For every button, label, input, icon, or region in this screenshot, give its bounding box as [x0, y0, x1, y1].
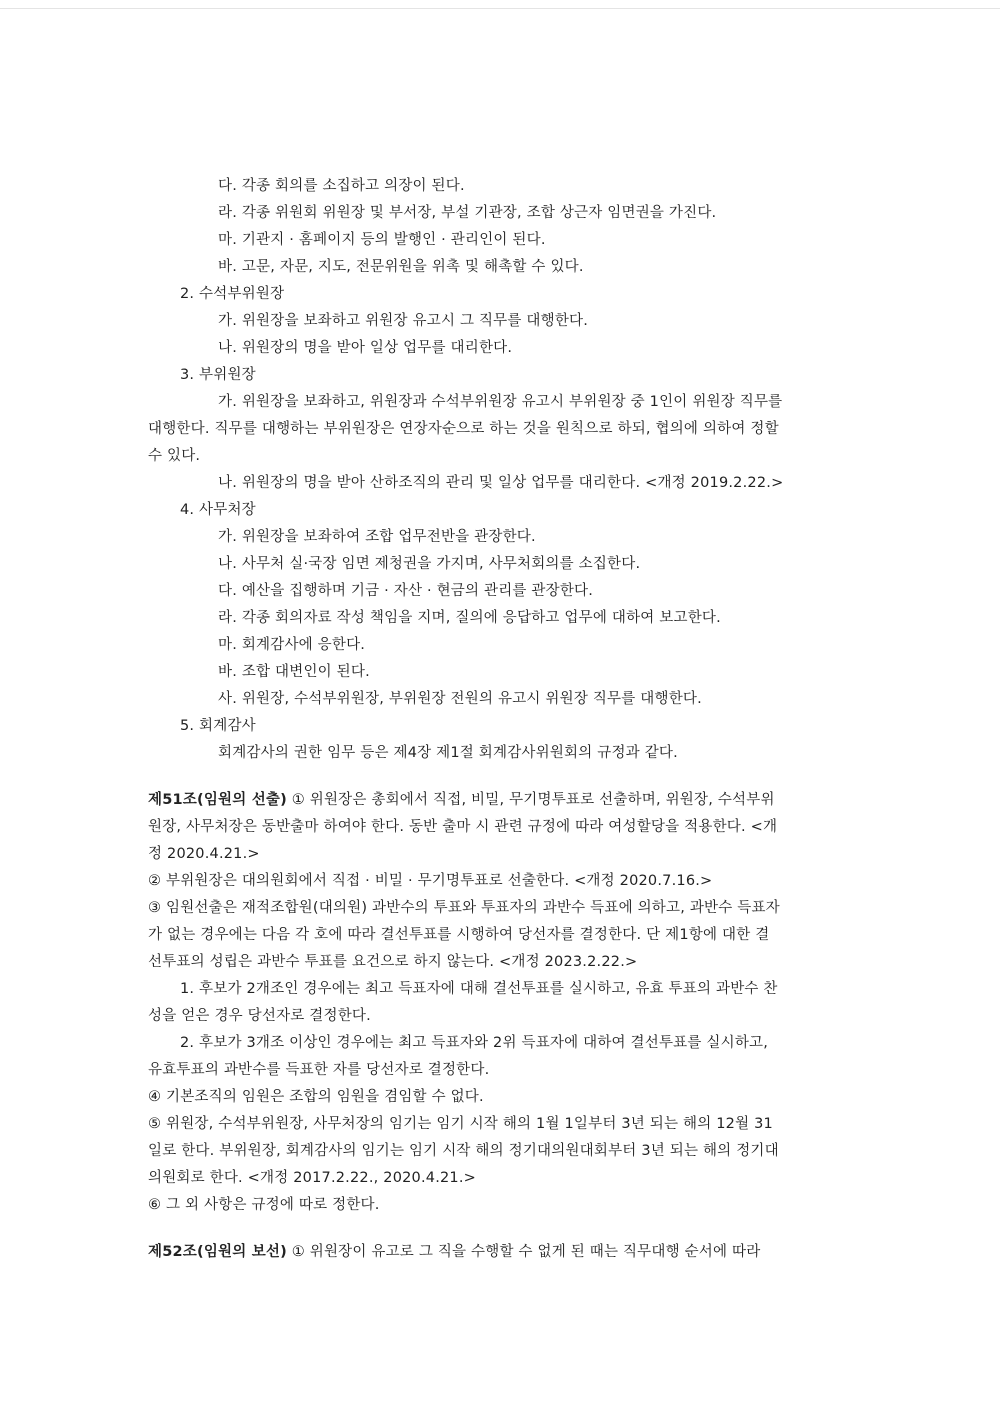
section-heading: 2. 수석부위원장 — [180, 286, 285, 302]
list-item: 가. 위원장을 보좌하여 조합 업무전반을 관장한다. — [218, 529, 536, 545]
text-line: ⑥ 그 외 사항은 규정에 따로 정한다. — [148, 1197, 380, 1213]
list-item: 바. 고문, 자문, 지도, 전문위원을 위촉 및 해촉할 수 있다. — [218, 259, 584, 275]
text-line: 성을 얻은 경우 당선자로 결정한다. — [148, 1008, 371, 1024]
list-item: 가. 위원장을 보좌하고, 위원장과 수석부위원장 유고시 부위원장 중 1인이 위원장 직무를 — [218, 394, 783, 410]
page-top-edge — [0, 8, 1000, 9]
list-item: 회계감사의 권한 임무 등은 제4장 제1절 회계감사위원회의 규정과 같다. — [218, 745, 678, 761]
text-line: 일로 한다. 부위원장, 회계감사의 임기는 임기 시작 해의 정기대의원대회부터 3년 되는 해의 정기대 — [148, 1143, 779, 1159]
list-item: 사. 위원장, 수석부위원장, 부위원장 전원의 유고시 위원장 직무를 대행한다. — [218, 691, 702, 707]
text-line: 의원회로 한다. <개정 2017.2.22., 2020.4.21.> — [148, 1170, 477, 1186]
list-item: 나. 위원장의 명을 받아 일상 업무를 대리한다. — [218, 340, 513, 356]
article-50-continuation — [148, 173, 860, 767]
text-line: 가 없는 경우에는 다음 각 호에 따라 결선투표를 시행하여 당선자를 결정한다. 단 제1항에 대한 결 — [148, 927, 770, 943]
article-52 — [148, 1239, 860, 1266]
text-line: ⑤ 위원장, 수석부위원장, 사무처장의 임기는 임기 시작 해의 1월 1일부터 3년 되는 해의 12월 31 — [148, 1116, 773, 1132]
text-line: 수 있다. — [148, 448, 201, 464]
list-item: 2. 후보가 3개조 이상인 경우에는 최고 득표자와 2위 득표자에 대하여 결선투표를 실시하고, — [180, 1035, 769, 1051]
list-item: 라. 각종 위원회 위원장 및 부서장, 부설 기관장, 조합 상근자 임면권을 가진다. — [218, 205, 717, 221]
paragraph-gap — [148, 767, 860, 787]
list-item: 마. 회계감사에 응한다. — [218, 637, 366, 653]
article-51 — [148, 787, 860, 1219]
list-item: 바. 조합 대변인이 된다. — [218, 664, 370, 680]
section-heading: 3. 부위원장 — [180, 367, 256, 383]
text-line: ④ 기본조직의 임원은 조합의 임원을 겸임할 수 없다. — [148, 1089, 484, 1105]
document-page — [148, 173, 860, 1266]
article-title: 제51조(임원의 선출) — [148, 792, 287, 808]
text-line: 선투표의 성립은 과반수 투표를 요건으로 하지 않는다. <개정 2023.2.22.> — [148, 954, 638, 970]
article-first-line — [148, 1239, 860, 1266]
text-line: 유효투표의 과반수를 득표한 자를 당선자로 결정한다. — [148, 1062, 490, 1078]
list-item: 다. 예산을 집행하며 기금 · 자산 · 현금의 관리를 관장한다. — [218, 583, 594, 599]
list-item: 나. 위원장의 명을 받아 산하조직의 관리 및 일상 업무를 대리한다. <개정 2019.2.22.> — [218, 475, 784, 491]
text-line: ③ 임원선출은 재적조합원(대의원) 과반수의 투표와 투표자의 과반수 득표에 의하고, 과반수 득표자 — [148, 900, 780, 916]
text-line: 대행한다. 직무를 대행하는 부위원장은 연장자순으로 하는 것을 원칙으로 하되, 협의에 의하여 정할 — [148, 421, 779, 437]
article-title: 제52조(임원의 보선) — [148, 1244, 287, 1260]
article-first-text: ① 위원장은 총회에서 직접, 비밀, 무기명투표로 선출하며, 위원장, 수석부위 — [286, 792, 775, 808]
list-item: 다. 각종 회의를 소집하고 의장이 된다. — [218, 178, 465, 194]
text-line: 정 2020.4.21.> — [148, 846, 260, 862]
section-heading: 5. 회계감사 — [180, 718, 256, 734]
list-item: 라. 각종 회의자료 작성 책임을 지며, 질의에 응답하고 업무에 대하여 보고한다. — [218, 610, 721, 626]
article-first-line — [148, 787, 860, 814]
article-first-text: ① 위원장이 유고로 그 직을 수행할 수 없게 된 때는 직무대행 순서에 따라 — [286, 1244, 761, 1260]
list-item: 가. 위원장을 보좌하고 위원장 유고시 그 직무를 대행한다. — [218, 313, 589, 329]
paragraph-gap — [148, 1219, 860, 1239]
list-item: 나. 사무처 실·국장 임면 제청권을 가지며, 사무처회의를 소집한다. — [218, 556, 641, 572]
text-line: ② 부위원장은 대의원회에서 직접 · 비밀 · 무기명투표로 선출한다. <개정 2020.7.16.> — [148, 873, 713, 889]
section-heading: 4. 사무처장 — [180, 502, 256, 518]
list-item: 마. 기관지 · 홈페이지 등의 발행인 · 관리인이 된다. — [218, 232, 546, 248]
list-item: 1. 후보가 2개조인 경우에는 최고 득표자에 대해 결선투표를 실시하고, 유효 투표의 과반수 찬 — [180, 981, 778, 997]
text-line: 원장, 사무처장은 동반출마 하여야 한다. 동반 출마 시 관련 규정에 따라 여성할당을 적용한다. <개 — [148, 819, 778, 835]
